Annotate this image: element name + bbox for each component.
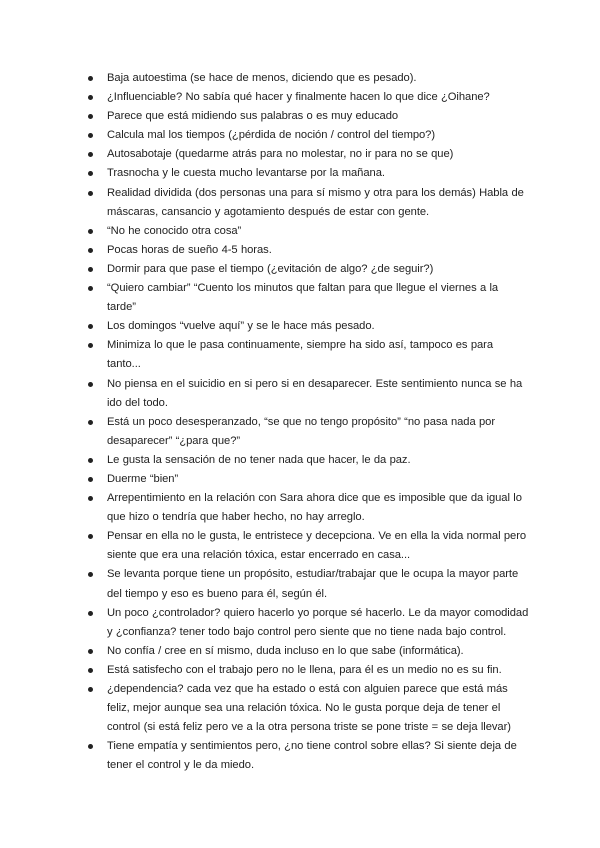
- list-item-text: “No he conocido otra cosa”: [107, 224, 242, 237]
- list-item: [88, 145, 530, 164]
- bullet-icon: [88, 95, 93, 100]
- list-item-text: Le gusta la sensación de no tener nada que hacer, le da paz.: [107, 453, 411, 466]
- bullet-icon: [88, 267, 93, 272]
- bullet-icon: [88, 324, 93, 329]
- bullet-icon: [88, 191, 93, 196]
- bullet-icon: [88, 229, 93, 234]
- list-item: [88, 375, 530, 413]
- bullet-icon: [88, 668, 93, 673]
- list-item: [88, 737, 530, 775]
- list-item: [88, 661, 530, 680]
- bullet-icon: [88, 572, 93, 577]
- list-item-text: Está un poco desesperanzado, “se que no tengo propósito” “no pasa nada por desaparecer” “¿para que?”: [107, 415, 496, 447]
- list-item-text: ¿Influenciable? No sabía qué hacer y finalmente hacen lo que dice ¿Oihane?: [107, 91, 490, 104]
- list-item: [88, 604, 530, 642]
- list-item: [88, 451, 530, 470]
- list-item-text: Baja autoestima (se hace de menos, diciendo que es pesado).: [107, 72, 417, 84]
- list-item-text: Realidad dividida (dos personas una para sí mismo y otra para los demás) Habla de máscaras, cansancio y agotamiento después de estar con gente.: [107, 186, 524, 218]
- list-item-text: Tiene empatía y sentimientos pero, ¿no tiene control sobre ellas? Si siente deja de tener el control y le da miedo.: [107, 740, 517, 772]
- bullet-icon: [88, 496, 93, 501]
- list-item-text: Minimiza lo que le pasa continuamente, siempre ha sido así, tampoco es para tanto...: [107, 339, 494, 371]
- list-item: [88, 222, 530, 241]
- list-item-text: Pensar en ella no le gusta, le entristece y decepciona. Ve en ella la vida normal pero siente que era una relación tóxica, estar encerrado en casa...: [107, 530, 527, 562]
- list-item: [88, 527, 530, 565]
- bullet-icon: [88, 133, 93, 138]
- bullet-icon: [88, 76, 93, 81]
- list-item-text: Está satisfecho con el trabajo pero no le llena, para él es un medio no es su fin.: [107, 663, 502, 676]
- list-item: [88, 413, 530, 451]
- list-item-text: Se levanta porque tiene un propósito, estudiar/trabajar que le ocupa la mayor parte del tiempo y eso es bueno para él, según él.: [107, 568, 519, 600]
- list-item-text: Los domingos “vuelve aquí” y se le hace más pesado.: [107, 320, 375, 333]
- bullet-icon: [88, 649, 93, 654]
- bullet-icon: [88, 382, 93, 387]
- list-item-text: Un poco ¿controlador? quiero hacerlo yo porque sé hacerlo. Le da mayor comodidad y ¿confianza? tener todo bajo control pero siente que no tiene nada bajo control.: [107, 606, 529, 638]
- list-item-text: No piensa en el suicidio en si pero si en desaparecer. Este sentimiento nunca se ha ido del todo.: [107, 377, 523, 409]
- list-item-text: Autosabotaje (quedarme atrás para no molestar, no ir para no se que): [107, 148, 454, 161]
- list-item-text: “Quiero cambiar” “Cuento los minutos que faltan para que llegue el viernes a la tarde”: [107, 282, 499, 314]
- bullet-icon: [88, 248, 93, 253]
- bullet-icon: [88, 458, 93, 463]
- list-item-text: Dormir para que pase el tiempo (¿evitación de algo? ¿de seguir?): [107, 262, 434, 275]
- list-item-text: Duerme “bien”: [107, 472, 179, 485]
- bullet-icon: [88, 744, 93, 749]
- list-item: [88, 88, 530, 107]
- list-item-text: No confía / cree en sí mismo, duda incluso en lo que sabe (informática).: [107, 644, 464, 657]
- bullet-icon: [88, 477, 93, 482]
- list-item: [88, 279, 530, 317]
- list-item-text: Trasnocha y le cuesta mucho levantarse por la mañana.: [107, 167, 385, 180]
- bullet-icon: [88, 687, 93, 692]
- list-item: [88, 69, 530, 88]
- bullet-icon: [88, 171, 93, 176]
- list-item: [88, 336, 530, 374]
- list-item: [88, 680, 530, 737]
- list-item: [88, 164, 530, 183]
- bullet-icon: [88, 420, 93, 425]
- list-item-text: Pocas horas de sueño 4-5 horas.: [107, 243, 272, 256]
- list-item-text: ¿dependencia? cada vez que ha estado o está con alguien parece que está más feliz, mejor aunque sea una relación tóxica. No le gusta porque deja de tener el control (si está feliz pero ve a la otra persona triste se pone triste = se deja llevar): [107, 683, 511, 734]
- list-item: [88, 489, 530, 527]
- bullet-icon: [88, 611, 93, 616]
- bullet-icon: [88, 343, 93, 348]
- list-item: [88, 241, 530, 260]
- list-item-text: Parece que está midiendo sus palabras o es muy educado: [107, 110, 399, 123]
- bullet-icon: [88, 286, 93, 291]
- list-item: [88, 184, 530, 222]
- list-item: [88, 642, 530, 661]
- list-item-text: Calcula mal los tiempos (¿pérdida de noción / control del tiempo?): [107, 129, 436, 142]
- list-item: [88, 260, 530, 279]
- list-item: [88, 317, 530, 336]
- list-item: [88, 107, 530, 126]
- bullet-icon: [88, 114, 93, 119]
- list-item-text: Arrepentimiento en la relación con Sara ahora dice que es imposible que da igual lo que hizo o tendría que haber hecho, no hay arreglo.: [107, 492, 522, 524]
- bullet-icon: [88, 152, 93, 157]
- bullet-icon: [88, 534, 93, 539]
- list-item: [88, 126, 530, 145]
- list-item: [88, 470, 530, 489]
- notes-bullet-list: [88, 69, 530, 775]
- list-item: [88, 565, 530, 603]
